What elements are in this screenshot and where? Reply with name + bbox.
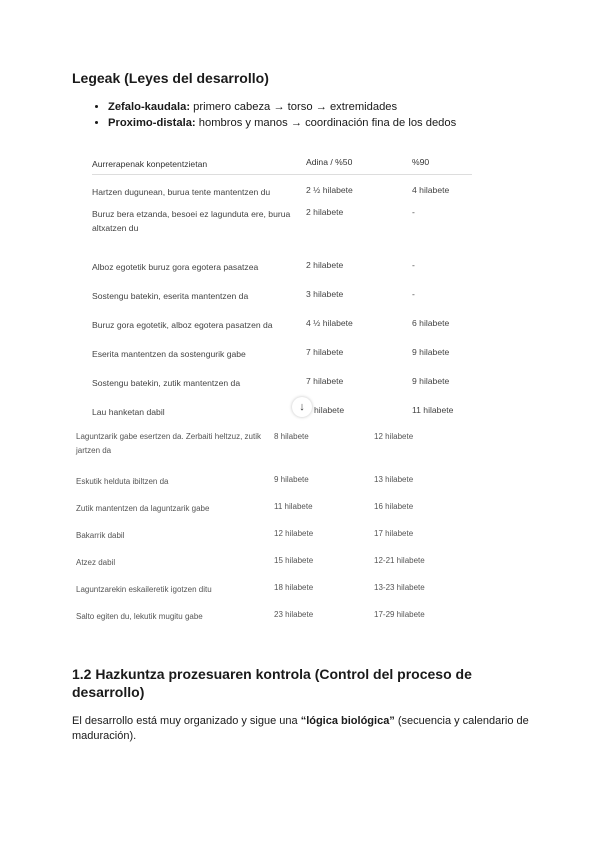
table-row xyxy=(92,347,472,376)
row-competence: Buruz bera etzanda, besoei ez lagunduta ere, burua altxatzen du xyxy=(92,209,291,233)
bullet-term: Zefalo-kaudala: xyxy=(108,101,191,113)
bullet-text: hombros y manos → coordinación fina de los dedos xyxy=(195,116,457,129)
row-age-50: 12 hilabete xyxy=(274,529,314,538)
row-age-50: 4 ½ hilabete xyxy=(306,318,353,328)
row-age-90: 11 hilabete xyxy=(412,405,454,415)
row-competence: Lau hanketan dabil xyxy=(92,407,165,417)
table-row xyxy=(76,502,456,529)
row-age-90: 13-23 hilabete xyxy=(374,583,425,592)
law-bullets xyxy=(78,100,456,131)
row-age-90: 16 hilabete xyxy=(374,502,414,511)
row-age-50: 23 hilabete xyxy=(274,610,314,619)
row-age-50: 15 hilabete xyxy=(274,556,314,565)
milestones-table xyxy=(92,148,472,427)
paragraph-end: (secuencia y calendario de maduración). xyxy=(72,715,529,742)
row-age-90: - xyxy=(412,289,415,299)
header-competence: Aurrerapenak konpetentzietan xyxy=(92,159,208,169)
table-row xyxy=(92,289,472,318)
table-row xyxy=(76,432,456,475)
row-competence: Buruz gora egotetik, alboz egotera pasatzen da xyxy=(92,320,273,330)
row-competence: Alboz egotetik buruz gora egotera pasatzea xyxy=(92,262,259,272)
row-competence: Laguntzarik gabe esertzen da. Zerbaiti heltzuz, zutik jartzen da xyxy=(76,432,261,455)
row-age-90: 9 hilabete xyxy=(412,347,450,357)
row-competence: Eserita mantentzen da sostengurik gabe xyxy=(92,349,246,359)
table-row xyxy=(76,529,456,556)
bullet-item xyxy=(108,116,456,132)
row-age-90: 13 hilabete xyxy=(374,475,414,484)
row-competence: Hartzen dugunean, burua tente mantentzen du xyxy=(92,187,271,197)
table-row xyxy=(92,376,472,405)
table-row xyxy=(92,318,472,347)
row-age-50: 3 hilabete xyxy=(306,289,344,299)
paragraph xyxy=(72,714,542,744)
row-age-90: 6 hilabete xyxy=(412,318,450,328)
paragraph-start: El desarrollo está muy organizado y sigue una xyxy=(72,715,301,727)
row-age-90: 4 hilabete xyxy=(412,185,450,195)
table-row xyxy=(92,207,472,260)
row-age-50: 2 ½ hilabete xyxy=(306,185,353,195)
row-competence: Laguntzarekin eskaileretik igotzen ditu xyxy=(76,585,212,594)
row-age-90: 12-21 hilabete xyxy=(374,556,425,565)
row-age-50: 8 hilabete xyxy=(274,432,309,441)
row-age-90: 9 hilabete xyxy=(412,376,450,386)
header-age-50: Adina / %50 xyxy=(306,157,353,167)
row-age-50: 2 hilabete xyxy=(306,260,344,270)
row-competence: Eskutik helduta ibiltzen da xyxy=(76,477,169,486)
table-row xyxy=(92,405,472,427)
section-title-legeak: Legeak (Leyes del desarrollo) xyxy=(72,70,269,86)
row-age-50: 2 hilabete xyxy=(306,207,344,217)
bullet-text: primero cabeza → torso → extremidades xyxy=(190,101,398,113)
milestones-table-continued xyxy=(76,432,456,637)
row-age-50: 9 hilabete xyxy=(274,475,309,484)
table-row xyxy=(92,185,472,207)
row-age-50: 18 hilabete xyxy=(274,583,314,592)
table-row xyxy=(76,610,456,637)
row-age-90: 17-29 hilabete xyxy=(374,610,425,619)
row-age-50: 7 hilabete xyxy=(306,376,344,386)
arrow-down-icon[interactable]: ↓ xyxy=(292,397,312,417)
row-age-50: hilabete xyxy=(314,405,345,415)
table-row xyxy=(76,475,456,502)
row-competence: Salto egiten du, lekutik mugitu gabe xyxy=(76,612,203,621)
table-header xyxy=(92,148,472,175)
row-competence: Sostengu batekin, zutik mantentzen da xyxy=(92,378,241,388)
bullet-item xyxy=(108,100,456,116)
row-age-90: 17 hilabete xyxy=(374,529,414,538)
table-row xyxy=(76,556,456,583)
row-age-90: 12 hilabete xyxy=(374,432,414,441)
row-age-50: 11 hilabete xyxy=(274,502,313,511)
bullet-term: Proximo-distala: xyxy=(108,116,196,129)
header-age-90: %90 xyxy=(412,157,430,167)
row-competence: Sostengu batekin, eserita mantentzen da xyxy=(92,291,249,301)
row-competence: Bakarrik dabil xyxy=(76,531,125,540)
section-title-kontrola: 1.2 Hazkuntza prozesuaren kontrola (Control del proceso de desarrollo) xyxy=(72,666,472,700)
row-age-90: - xyxy=(412,260,415,270)
row-competence: Zutik mantentzen da laguntzarik gabe xyxy=(76,504,210,513)
row-age-50: 7 hilabete xyxy=(306,347,344,357)
row-age-90: - xyxy=(412,207,415,217)
paragraph-bold: “lógica biológica” xyxy=(300,715,395,727)
table-row xyxy=(92,260,472,289)
row-competence: Atzez dabil xyxy=(76,558,116,567)
table-row xyxy=(76,583,456,610)
